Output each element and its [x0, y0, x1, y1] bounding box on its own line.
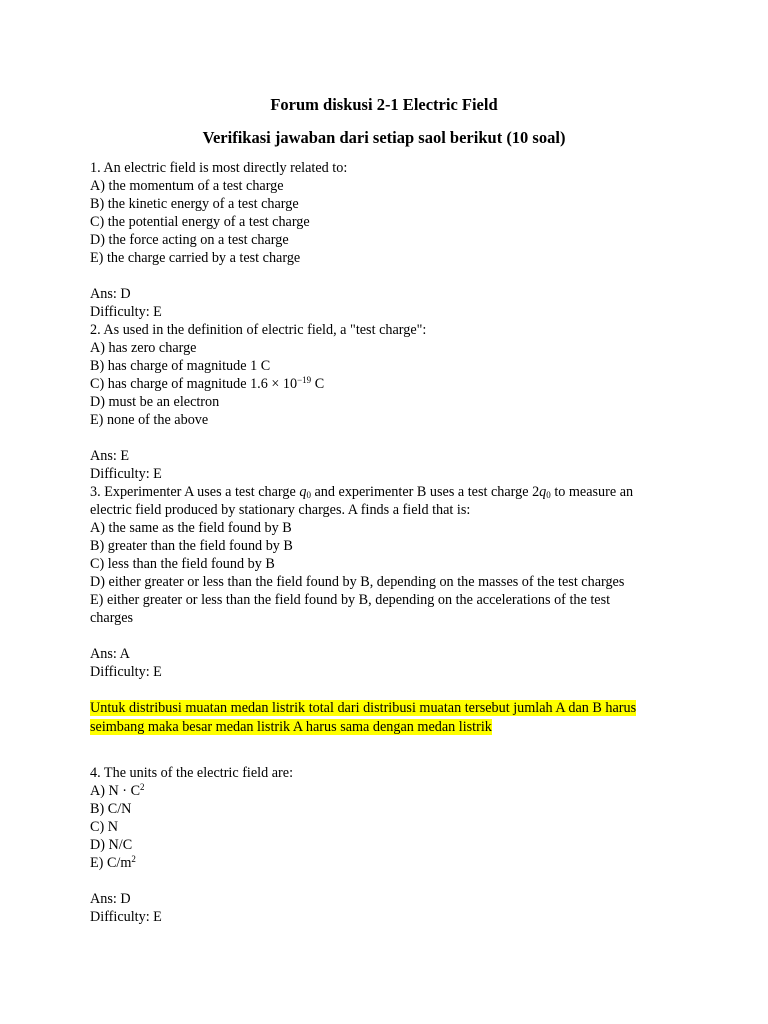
question-3-option-a: A) the same as the field found by B	[90, 520, 292, 536]
spacer	[90, 429, 690, 447]
question-3-option-e: E) either greater or less than the field found by B, depending on the accelerations of the test	[90, 592, 611, 608]
question-1-answer: Ans: D	[90, 286, 131, 302]
question-2	[90, 321, 690, 483]
question-1-option-d: D) the force acting on a test charge	[90, 232, 289, 248]
question-2-option-c	[90, 375, 690, 393]
q-symbol: q	[299, 484, 307, 500]
question-3-stem-part3: to measure an	[550, 484, 634, 500]
question-2-answer: Ans: E	[90, 448, 130, 464]
question-4-option-e	[90, 854, 690, 872]
spacer	[90, 681, 690, 699]
question-3	[90, 483, 690, 681]
question-1-option-b: B) the kinetic energy of a test charge	[90, 196, 299, 212]
question-2-option-c-exponent: −19	[297, 375, 312, 385]
question-4-option-a-text: A) N · C	[90, 783, 141, 799]
question-3-stem-part1: 3. Experimenter A uses a test charge	[90, 484, 300, 500]
question-2-option-d: D) must be an electron	[90, 394, 220, 410]
document-subtitle: Verifikasi jawaban dari setiap saol berikut (10 soal)	[202, 128, 566, 147]
q-subscript: 0	[306, 490, 311, 500]
question-2-difficulty: Difficulty: E	[90, 466, 162, 482]
question-3-difficulty: Difficulty: E	[90, 664, 162, 680]
question-4-option-b: B) C/N	[90, 801, 132, 817]
question-2-option-b: B) has charge of magnitude 1 C	[90, 358, 271, 374]
q-symbol: q	[539, 484, 547, 500]
question-4-difficulty: Difficulty: E	[90, 909, 162, 925]
question-1-option-a: A) the momentum of a test charge	[90, 178, 284, 194]
spacer	[90, 737, 690, 755]
question-3-option-b: B) greater than the field found by B	[90, 538, 293, 554]
question-3-stem-line2: electric field produced by stationary charges. A finds a field that is:	[90, 502, 471, 518]
question-4	[90, 764, 690, 926]
question-4-option-d: D) N/C	[90, 837, 133, 853]
question-2-option-c-unit: C	[311, 376, 325, 392]
question-1-stem: 1. An electric field is most directly related to:	[90, 160, 348, 176]
question-4-answer: Ans: D	[90, 891, 131, 907]
spacer	[90, 755, 690, 764]
question-4-option-c: C) N	[90, 819, 118, 835]
question-4-option-a	[90, 782, 690, 800]
spacer	[90, 267, 690, 285]
spacer	[90, 627, 690, 645]
note-line-2: seimbang maka besar medan listrik A harus sama dengan medan listrik	[90, 719, 492, 735]
question-4-stem: 4. The units of the electric field are:	[90, 765, 294, 781]
question-1	[90, 159, 690, 321]
question-3-option-d: D) either greater or less than the field found by B, depending on the masses of the test charges	[90, 574, 625, 590]
question-1-option-e: E) the charge carried by a test charge	[90, 250, 301, 266]
question-2-option-c-text: C) has charge of magnitude 1.6 × 10	[90, 376, 298, 392]
question-4-option-e-text: E) C/m	[90, 855, 132, 871]
question-1-difficulty: Difficulty: E	[90, 304, 162, 320]
question-2-option-e: E) none of the above	[90, 412, 209, 428]
document-title: Forum diskusi 2-1 Electric Field	[270, 95, 498, 114]
question-4-option-e-exponent: 2	[131, 854, 136, 864]
note-line-1: Untuk distribusi muatan medan listrik total dari distribusi muatan tersebut jumlah A dan B harus	[90, 700, 637, 716]
question-3-stem-part2: and experimenter B uses a test charge 2	[310, 484, 540, 500]
spacer	[90, 872, 690, 890]
question-3-option-c: C) less than the field found by B	[90, 556, 275, 572]
question-3-option-e-continued: charges	[90, 610, 134, 626]
question-3-answer: Ans: A	[90, 646, 130, 662]
question-1-option-c: C) the potential energy of a test charge	[90, 214, 310, 230]
question-2-option-a: A) has zero charge	[90, 340, 197, 356]
q-subscript: 0	[546, 490, 551, 500]
questions-body	[90, 159, 690, 926]
question-2-stem: 2. As used in the definition of electric field, a "test charge":	[90, 322, 427, 338]
question-3-stem	[90, 483, 690, 501]
highlighted-note	[90, 699, 690, 737]
question-4-option-a-exponent: 2	[140, 782, 145, 792]
